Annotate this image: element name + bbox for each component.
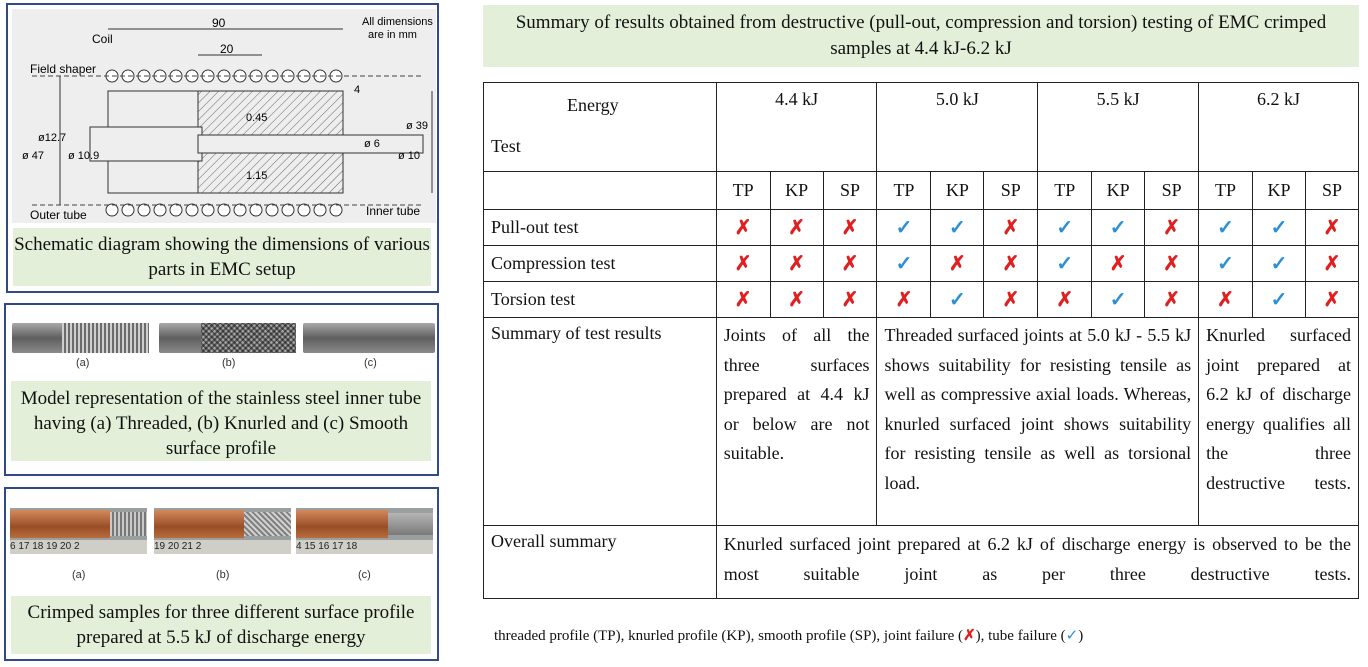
joint-failure-icon: ✗ (1109, 253, 1127, 275)
result-cell (1038, 246, 1092, 282)
sub-label-c: (c) (364, 357, 377, 369)
test-name: Pull-out test (484, 210, 717, 246)
result-cell (770, 210, 823, 246)
tube-failure-icon: ✓ (1217, 253, 1234, 275)
crimped-sample-photo-b (154, 508, 291, 554)
test-rows (484, 210, 1359, 318)
profile-header: KP (1092, 172, 1145, 210)
tube-failure-icon: ✓ (1109, 217, 1127, 239)
summary-5-0-5-5-text: Threaded surfaced joints at 5.0 kJ - 5.5 kJ shows suitability for resisting tensile as well as compressive axial loads. Whereas, knurled surfaced joint shows suitability for resisting tensile as well as torsional load. (884, 325, 1192, 493)
result-cell (716, 246, 770, 282)
results-table (483, 82, 1359, 599)
summary-6-2-text: Knurled surfaced joint prepared at 6.2 kJ of discharge energy qualifies all the three destructive tests. (1206, 325, 1351, 493)
emc-setup-schematic (12, 9, 436, 223)
header-corner-cell (484, 83, 717, 172)
result-cell (1038, 210, 1092, 246)
joint-failure-icon: ✗ (1056, 289, 1074, 311)
legend (494, 626, 1083, 645)
tube-failure-icon: ✓ (1109, 289, 1127, 311)
result-cell (1253, 210, 1306, 246)
dim-phi6: ø 6 (364, 138, 380, 150)
result-cell (1199, 282, 1253, 318)
joint-failure-icon: ✗ (1002, 217, 1020, 239)
joint-failure-icon: ✗ (788, 253, 805, 275)
profile-header: KP (931, 172, 984, 210)
tube-model-panel (4, 303, 439, 476)
tube-failure-icon: ✓ (1270, 253, 1288, 275)
smooth-tube-model (303, 323, 435, 353)
joint-failure-icon: ✗ (963, 628, 976, 644)
energy-label: Energy (567, 95, 619, 115)
dim-phi47: ø 47 (22, 150, 45, 162)
joint-failure-icon: ✗ (895, 289, 913, 311)
field-shaper-label: Field shaper (30, 62, 97, 76)
overall-summary-label: Overall summary (484, 526, 717, 599)
joint-failure-icon: ✗ (1002, 289, 1020, 311)
sub-label-b: (b) (216, 569, 230, 581)
test-label: Test (491, 136, 521, 156)
result-cell (716, 282, 770, 318)
profile-header: KP (1253, 172, 1306, 210)
joint-failure-icon: ✗ (1323, 217, 1341, 239)
result-cell (931, 210, 984, 246)
dim-phi127: ø12.7 (38, 132, 67, 144)
result-cell (1199, 246, 1253, 282)
outer-tube-shape (90, 127, 202, 161)
schematic-caption: Schematic diagram showing the dimensions of various parts in EMC setup (13, 228, 431, 286)
energy-header-5-5: 5.5 kJ (1038, 83, 1199, 172)
tube-model-caption: Model representation of the stainless steel inner tube having (a) Threaded, (b) Knurled and (c) Smooth surface profile (11, 381, 431, 461)
tube-failure-icon: ✓ (1065, 628, 1079, 644)
threaded-tube-model (12, 323, 149, 353)
result-cell (716, 210, 770, 246)
result-cell (1145, 210, 1199, 246)
joint-failure-icon: ✗ (841, 253, 859, 275)
ruler-scale-b: 19 20 21 2 (154, 540, 291, 554)
profile-row-label (484, 172, 717, 210)
result-cell (1092, 246, 1145, 282)
joint-failure-icon: ✗ (1163, 217, 1180, 239)
knurled-tube-model (159, 323, 296, 353)
outer-tube-label: Outer tube (30, 208, 87, 222)
crimped-sample-photo-c (296, 508, 433, 554)
crimped-sample-photo-a (10, 508, 147, 554)
joint-failure-icon: ✗ (1002, 253, 1020, 275)
profile-header: SP (823, 172, 877, 210)
joint-failure-icon: ✗ (788, 217, 805, 239)
joint-failure-icon: ✗ (1323, 289, 1341, 311)
tube-failure-icon: ✓ (1270, 289, 1288, 311)
profile-header: TP (716, 172, 770, 210)
result-cell (1092, 282, 1145, 318)
tube-failure-icon: ✓ (895, 253, 913, 275)
result-cell (1145, 282, 1199, 318)
energy-header-5-0: 5.0 kJ (877, 83, 1038, 172)
dim-115: 1.15 (246, 170, 268, 182)
test-name: Compression test (484, 246, 717, 282)
sub-label-a: (a) (72, 569, 86, 581)
result-cell (1199, 210, 1253, 246)
joint-failure-icon: ✗ (1217, 289, 1234, 311)
joint-failure-icon: ✗ (841, 217, 859, 239)
sub-label-b: (b) (222, 357, 236, 369)
ruler-scale-c: 4 15 16 17 18 (296, 540, 433, 554)
result-cell (984, 282, 1038, 318)
profile-header: SP (984, 172, 1038, 210)
tube-failure-icon: ✓ (1056, 217, 1074, 239)
result-cell (877, 282, 931, 318)
tube-failure-icon: ✓ (1217, 217, 1234, 239)
tube-failure-icon: ✓ (1056, 253, 1074, 275)
result-cell (1305, 210, 1358, 246)
summary-5-0-5-5 (877, 318, 1199, 526)
summary-title: Summary of results obtained from destructive (pull-out, compression and torsion) testing of EMC crimped samples at 4.4 kJ-6.2 kJ (483, 5, 1359, 67)
joint-failure-icon: ✗ (1163, 289, 1180, 311)
result-cell (823, 210, 877, 246)
dim-90: 90 (212, 16, 226, 30)
overall-summary-text: Knurled surfaced joint prepared at 6.2 kJ of discharge energy is observed to be the most suitable joint as per three destructive tests. (716, 526, 1358, 599)
crimped-samples-caption: Crimped samples for three different surface profile prepared at 5.5 kJ of discharge energy (11, 596, 431, 654)
energy-header-6-2: 6.2 kJ (1199, 83, 1359, 172)
tube-failure-icon: ✓ (949, 217, 966, 239)
schematic-panel (6, 3, 439, 293)
result-cell (1253, 282, 1306, 318)
dim-045: 0.45 (246, 112, 268, 124)
dim-phi109: ø 10.9 (68, 150, 100, 162)
sub-label-c: (c) (358, 569, 371, 581)
tube-failure-icon: ✓ (949, 289, 966, 311)
inner-tube-label: Inner tube (366, 204, 421, 218)
joint-failure-icon: ✗ (734, 253, 752, 275)
joint-failure-icon: ✗ (841, 289, 859, 311)
result-cell (931, 282, 984, 318)
result-cell (1305, 246, 1358, 282)
joint-failure-icon: ✗ (1323, 253, 1341, 275)
dim-phi39: ø 39 (406, 120, 429, 132)
dim-20: 20 (220, 42, 234, 56)
energy-header-4-4: 4.4 kJ (716, 83, 877, 172)
summary-4-4 (716, 318, 877, 526)
test-row (484, 246, 1359, 282)
summary-6-2 (1199, 318, 1359, 526)
joint-failure-icon: ✗ (734, 217, 752, 239)
legend-text-middle: ), tube failure ( (975, 628, 1066, 644)
result-cell (984, 210, 1038, 246)
result-cell (1253, 246, 1306, 282)
test-row (484, 210, 1359, 246)
test-name: Torsion test (484, 282, 717, 318)
dim-phi10: ø 10 (398, 150, 421, 162)
crimped-samples-panel (4, 487, 439, 661)
legend-text-after: ) (1078, 628, 1084, 644)
inner-tube-shape (198, 135, 423, 153)
profile-header: TP (1038, 172, 1092, 210)
result-cell (770, 246, 823, 282)
result-cell (1092, 210, 1145, 246)
dim-4: 4 (354, 84, 361, 96)
sub-label-a: (a) (76, 357, 90, 369)
tube-failure-icon: ✓ (895, 217, 913, 239)
joint-failure-icon: ✗ (1163, 253, 1180, 275)
units-note: All dimensions are in mm (362, 16, 433, 41)
joint-failure-icon: ✗ (949, 253, 966, 275)
summary-4-4-text: Joints of all the three surfaces prepared at 4.4 kJ or below are not suitable. (723, 325, 870, 463)
result-cell (984, 246, 1038, 282)
legend-text-before: threaded profile (TP), knurled profile (KP), smooth profile (SP), joint failure ( (494, 628, 964, 644)
result-cell (877, 210, 931, 246)
result-cell (823, 246, 877, 282)
profile-header: KP (770, 172, 823, 210)
result-cell (770, 282, 823, 318)
joint-failure-icon: ✗ (788, 289, 805, 311)
profile-header: SP (1305, 172, 1358, 210)
result-cell (877, 246, 931, 282)
joint-failure-icon: ✗ (734, 289, 752, 311)
result-cell (823, 282, 877, 318)
result-cell (1038, 282, 1092, 318)
coil-turns-bottom (106, 204, 342, 216)
ruler-scale-a: 6 17 18 19 20 2 (10, 540, 147, 554)
result-cell (1305, 282, 1358, 318)
summary-label: Summary of test results (484, 318, 717, 526)
profile-header: SP (1145, 172, 1199, 210)
profile-header: TP (877, 172, 931, 210)
result-cell (931, 246, 984, 282)
coil-label: Coil (92, 32, 113, 46)
profile-header: TP (1199, 172, 1253, 210)
test-row (484, 282, 1359, 318)
tube-failure-icon: ✓ (1270, 217, 1288, 239)
result-cell (1145, 246, 1199, 282)
